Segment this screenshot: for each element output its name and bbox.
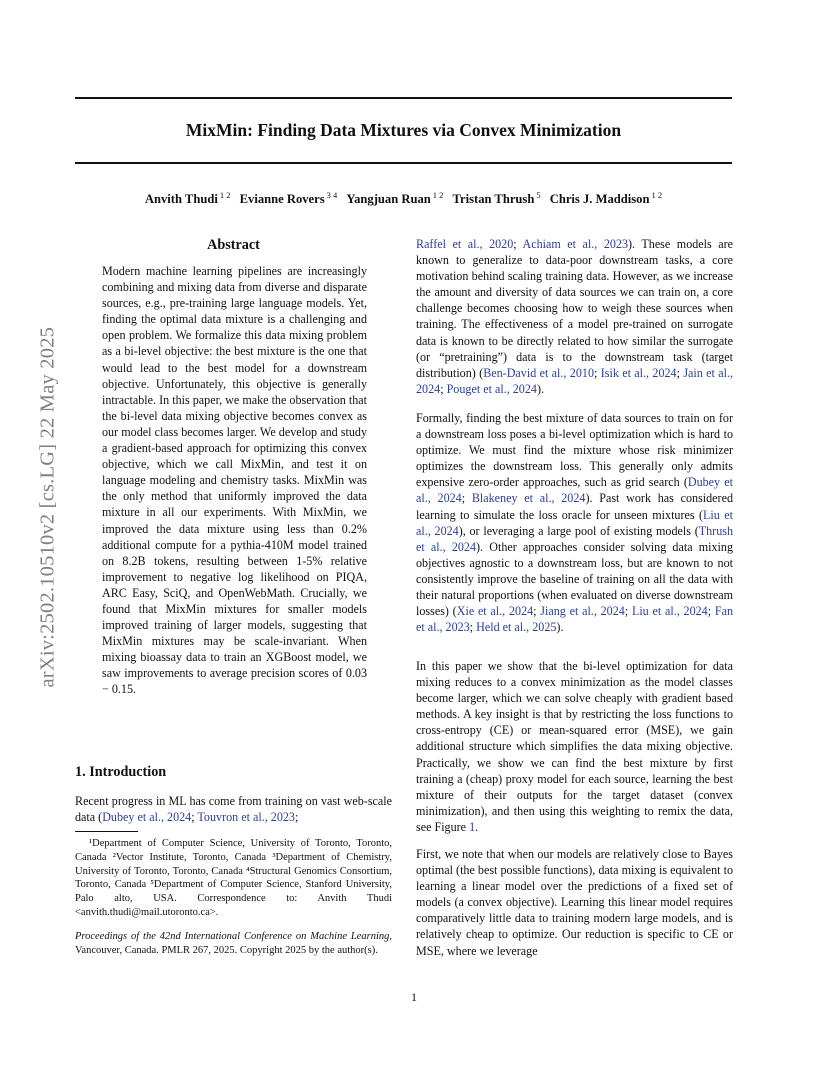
citation-link[interactable]: Jiang et al., 2024 bbox=[540, 604, 625, 619]
author-name: Evianne Rovers $^{3 4}$ bbox=[239, 190, 338, 206]
proceedings-notice: Proceedings of the 42nd International Conference on Machine Learning, Vancouver, Canada. PMLR 267, 2025. Copyright 2025 by the author(s). bbox=[75, 931, 392, 956]
footnote-divider bbox=[75, 831, 138, 832]
body-paragraph: Formally, finding the best mixture of data sources to train on for a downstream loss poses a bi-level optimization which is hard to optimize. We must find the mixture whose risk minimizer optimizes the downstream loss. This generally only admits expensive zero-order approaches, such as grid search (Dubey et al., 2024; Blakeney et al., 2024). Past work has considered learning to simulate the loss oracle for unseen mixtures (Liu et al., 2024), or leveraging a large pool of existing models (Thrush et al., 2024). Other approaches consider solving data mixing objectives agnostic to a downstream loss, but are known to not consistently improve the baseline of training on all the data with their natural proportions (when evaluated on diverse downstream losses) (Xie et al., 2024; Jiang et al., 2024; Liu et al., 2024; Fan et al., 2023; Held et al., 2025). bbox=[416, 411, 733, 635]
section-heading-introduction: 1. Introduction bbox=[75, 764, 167, 780]
citation-link[interactable]: Xie et al., 2024 bbox=[456, 604, 534, 619]
abstract-heading: Abstract bbox=[207, 237, 260, 253]
affiliations-footnote: ¹Department of Computer Science, University of Toronto, Toronto, Canada ²Vector Institute, Toronto, Canada ³Department of Chemistry, University of Toronto, Toronto, Canada ⁴Structural Genomics Consortium, Toronto, Canada ⁵Department of Computer Science, Stanford University, Palo alto, USA. Correspondence to: Anvith Thudi <anvith.thudi@mail.utoronto.ca>. bbox=[75, 838, 392, 918]
author-name: Tristan Thrush $^5$ bbox=[452, 190, 541, 206]
paper-title: MixMin: Finding Data Mixtures via Convex Minimization bbox=[185, 120, 622, 140]
page-number: 1 bbox=[411, 990, 417, 1004]
citation-link[interactable]: Isik et al., 2024 bbox=[600, 365, 677, 380]
title-top-rule bbox=[75, 97, 732, 99]
author-name: Yangjuan Ruan $^{1 2}$ bbox=[346, 190, 444, 206]
citation-link[interactable]: Touvron et al., 2023 bbox=[197, 810, 295, 825]
citation-link[interactable]: Liu et al., 2024 bbox=[416, 507, 733, 538]
citation-link[interactable]: Thrush et al., 2024 bbox=[416, 523, 733, 554]
body-paragraph: First, we note that when our models are relatively close to Bayes optimal (the best possible functions), data mixing is equivalent to learning a linear model over the predictions of a fixed set of models (a convex objective). Learning this linear model requires comparatively little data to training modern large models, and is relatively cheap to optimize. Our reduction is specific to CE or MSE, where we leverage bbox=[416, 847, 733, 958]
figure-reference-link[interactable]: 1 bbox=[469, 819, 476, 834]
title-bottom-rule bbox=[75, 162, 732, 164]
author-list bbox=[75, 190, 732, 207]
citation-link[interactable]: Held et al., 2025 bbox=[476, 620, 557, 635]
body-paragraph: In this paper we show that the bi-level optimization for data mixing reduces to a convex minimization as the model classes become larger, which we can solve cheaply with gradient based methods. A key insight is that by restricting the loss functions to cross-entropy (CE) or mean-squared error (MSE), we gain additional structure which simplifies the data mixing objective. Practically, we show we can find the best mixture by first training a (cheap) proxy model for each source, learning the best mixture of their outputs for the target dataset (convex minimization), and then using this weighting to remix the data, see Figure 1. bbox=[416, 659, 733, 834]
citation-link[interactable]: Liu et al., 2024 bbox=[631, 604, 708, 619]
citation-link[interactable]: Achiam et al., 2023 bbox=[522, 237, 629, 251]
abstract-text: Modern machine learning pipelines are increasingly combining and mixing data from diverse and disparate sources, e.g., pre-training large language models. Yet, finding the optimal data mixture is a challenging and open problem. We formalize this data mixing problem as a bi-level objective: the best mixture is the one that would lead to the best model for a downstream objective. Unfortunately, this objective is generally intractable. In this paper, we make the observation that the bi-level data mixing objective becomes convex as our model class becomes larger. We develop and study a gradient-based approach for optimizing this convex objective, which we call MixMin, and test it on language modeling and chemistry tasks. MixMin was the only method that uniformly improved the data mixture in all our experiments. With MixMin, we improved the data mixture using less than 0.2% additional compute for a pythia-410M model trained on 8.2B tokens, resulting between 1-5% relative improvement to negative log likelihood on PIQA, ARC Easy, SciQ, and OpenWebMath. Crucially, we found that MixMin mixtures for smaller models improved training of larger models, suggesting that MixMin mixtures may be scale-invariant. When mixing bioassay data to train an XGBoost model, we saw improvements to average precision scores of 0.03 − 0.15. bbox=[102, 264, 367, 697]
arxiv-identifier[interactable]: arXiv:2502.10510v2 [cs.LG] 22 May 2025 bbox=[36, 326, 59, 688]
citation-link[interactable]: Jain et al., 2024 bbox=[416, 365, 734, 396]
citation-link[interactable]: Pouget et al., 2024 bbox=[446, 381, 537, 396]
body-paragraph: Raffel et al., 2020; Achiam et al., 2023). These models are known to generalize to data-poor downstream tasks, a core motivation behind scaling training data. However, as we increase the amount and diversity of data sources we can train on, a core challenge becomes choosing how to weigh these sources when training. The effectiveness of a model pre-trained on surrogate data is known to be directly related to how similar the surrogate (or “pretraining”) data is to the downstream task (target distribution) (Ben-David et al., 2010; Isik et al., 2024; Jain et al., 2024; Pouget et al., 2024). bbox=[416, 237, 734, 396]
citation-link[interactable]: Dubey et al., 2024 bbox=[416, 475, 733, 506]
intro-paragraph: Recent progress in ML has come from training on vast web-scale data (Dubey et al., 2024; Touvron et al., 2023; bbox=[75, 794, 392, 825]
author-name: Chris J. Maddison $^{1 2}$ bbox=[549, 190, 663, 206]
citation-link[interactable]: Raffel et al., 2020 bbox=[416, 237, 514, 251]
citation-link[interactable]: Fan et al., 2023 bbox=[416, 604, 733, 635]
citation-link[interactable]: Blakeney et al., 2024 bbox=[471, 491, 586, 506]
citation-link[interactable]: Dubey et al., 2024 bbox=[102, 810, 192, 825]
author-name: Anvith Thudi $^{1 2}$ bbox=[144, 190, 231, 206]
citation-link[interactable]: Ben-David et al., 2010 bbox=[483, 365, 594, 380]
